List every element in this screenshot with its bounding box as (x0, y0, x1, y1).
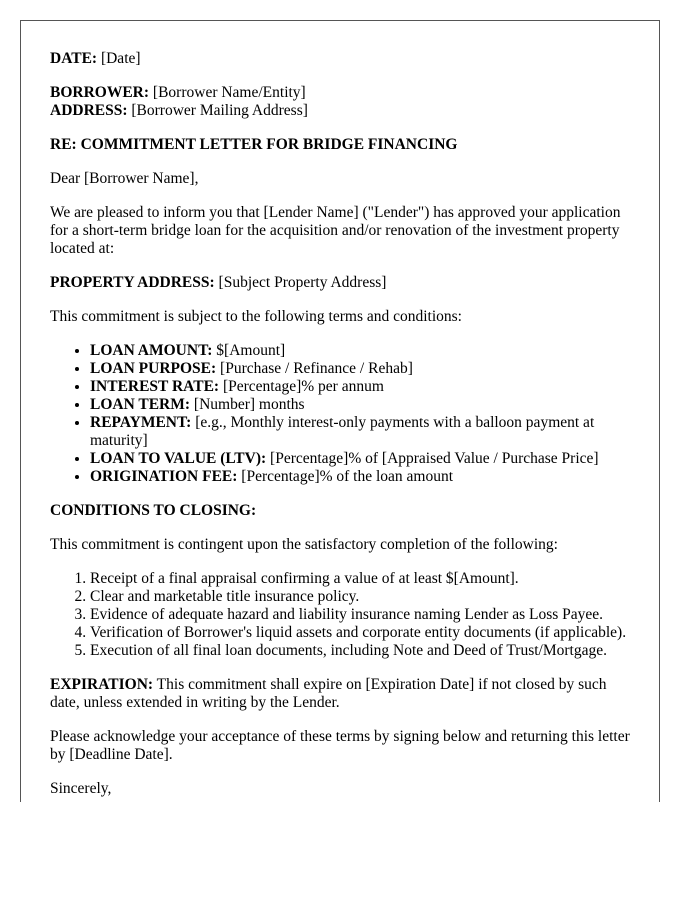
subject-text: RE: COMMITMENT LETTER FOR BRIDGE FINANCING (50, 136, 458, 153)
letter-content (50, 50, 635, 802)
term-label: LOAN TERM: (90, 396, 191, 413)
subject-line (50, 136, 635, 154)
acknowledge-paragraph: Please acknowledge your acceptance of these terms by signing below and returning this letter by [Deadline Date]. (50, 728, 630, 763)
expiration-label: EXPIRATION: (50, 676, 154, 693)
address-label: ADDRESS: (50, 102, 128, 119)
property-label: PROPERTY ADDRESS: (50, 274, 215, 291)
condition-item: 2. Clear and marketable title insurance policy. (90, 588, 635, 606)
date-label: DATE: (50, 50, 98, 67)
term-label: REPAYMENT: (90, 414, 192, 431)
term-item (90, 450, 635, 468)
term-label: INTEREST RATE: (90, 378, 220, 395)
condition-item: 4. Verification of Borrower's liquid assets and corporate entity documents (if applicable). (90, 624, 635, 642)
condition-item: 5. Execution of all final loan documents, including Note and Deed of Trust/Mortgage. (90, 642, 635, 660)
term-label: LOAN PURPOSE: (90, 360, 217, 377)
term-label: ORIGINATION FEE: (90, 468, 238, 485)
term-value: [Purchase / Refinance / Rehab] (220, 360, 413, 377)
borrower-label: BORROWER: (50, 84, 150, 101)
term-value: [e.g., Monthly interest-only payments with a balloon payment at maturity] (90, 414, 595, 449)
term-item (90, 360, 635, 378)
term-value: [Percentage]% per annum (222, 378, 384, 395)
closing-line: Sincerely, (50, 780, 112, 797)
borrower-line (50, 84, 635, 102)
letter-page (20, 20, 660, 802)
conditions-intro: This commitment is contingent upon the satisfactory completion of the following: (50, 536, 558, 553)
intro-paragraph: We are pleased to inform you that [Lender Name] ("Lender") has approved your application for a short-term bridge loan for the acquisition and/or renovation of the investment property located at: (50, 204, 621, 257)
term-item (90, 342, 635, 360)
expiration-paragraph (50, 676, 635, 712)
salutation: Dear [Borrower Name], (50, 170, 199, 187)
terms-intro: This commitment is subject to the following terms and conditions: (50, 308, 462, 325)
condition-item: 1. Receipt of a final appraisal confirming a value of at least $[Amount]. (90, 570, 635, 588)
term-label: LOAN TO VALUE (LTV): (90, 450, 267, 467)
terms-list (50, 342, 635, 486)
address-line (50, 102, 635, 120)
term-value: $[Amount] (216, 342, 286, 359)
term-value: [Percentage]% of the loan amount (241, 468, 454, 485)
expiration-text: This commitment shall expire on [Expiration Date] if not closed by such date, unless extended in writing by the Lender. (50, 676, 607, 711)
term-item (90, 396, 635, 414)
condition-item: 3. Evidence of adequate hazard and liability insurance naming Lender as Loss Payee. (90, 606, 635, 624)
conditions-heading-text: CONDITIONS TO CLOSING: (50, 502, 257, 519)
term-item (90, 414, 635, 450)
property-line (50, 274, 635, 292)
term-item (90, 468, 635, 486)
property-value: [Subject Property Address] (218, 274, 387, 291)
term-item (90, 378, 635, 396)
term-value: [Percentage]% of [Appraised Value / Purchase Price] (270, 450, 599, 467)
borrower-value: [Borrower Name/Entity] (152, 84, 306, 101)
conditions-heading (50, 502, 635, 520)
date-line (50, 50, 635, 68)
date-value: [Date] (100, 50, 141, 67)
term-value: [Number] months (193, 396, 305, 413)
term-label: LOAN AMOUNT: (90, 342, 213, 359)
address-value: [Borrower Mailing Address] (131, 102, 308, 119)
conditions-list (50, 570, 635, 660)
